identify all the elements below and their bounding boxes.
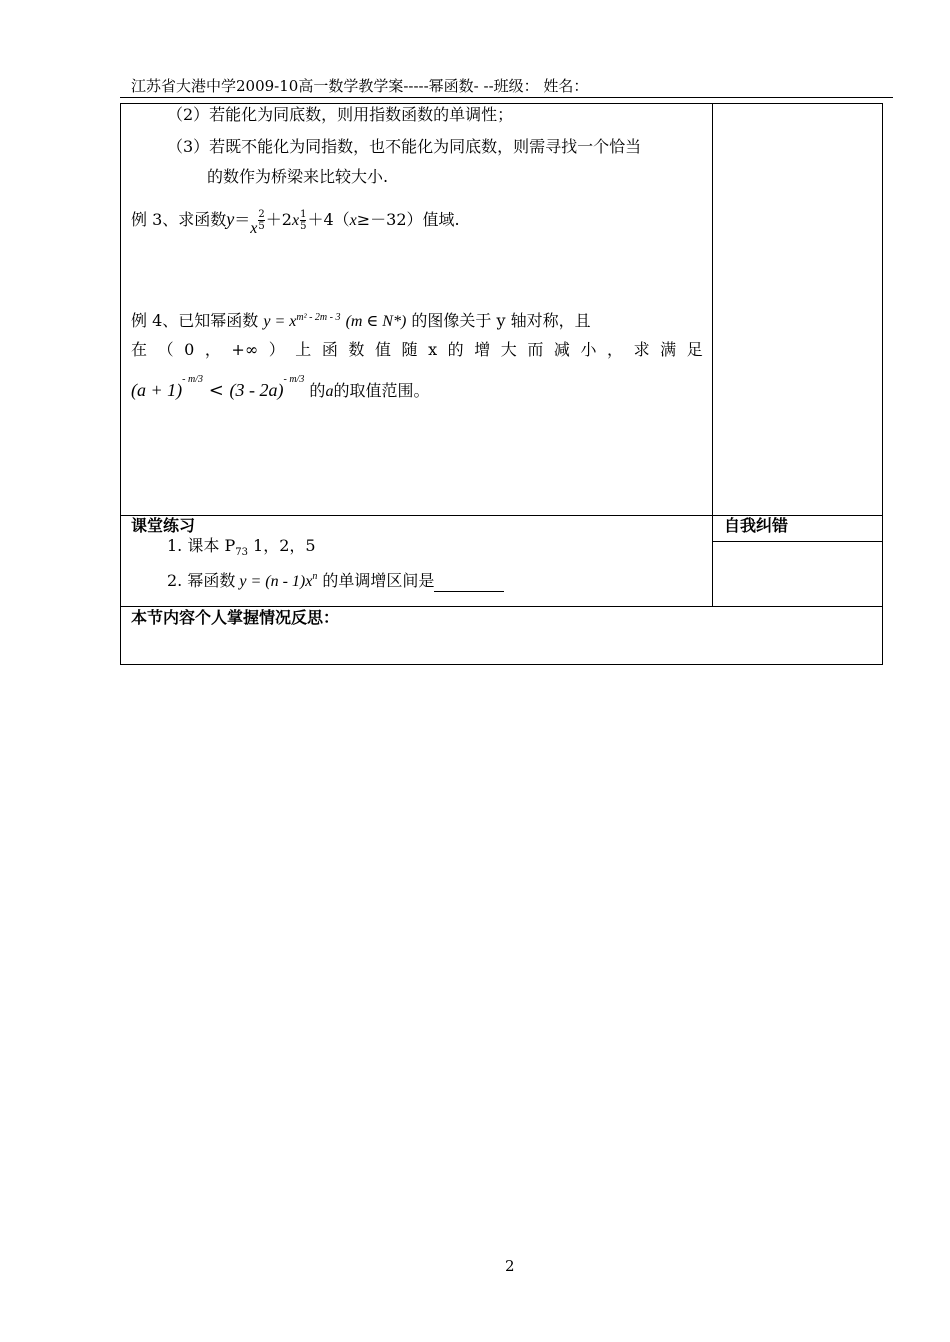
inequality-right-exponent: - m/3: [283, 374, 305, 385]
example-3-x2: x: [291, 212, 300, 229]
method-item-2: （2）若能化为同底数，则用指数函数的单调性；: [167, 105, 514, 124]
reflection-heading: 本节内容个人掌握情况反思：: [131, 608, 340, 627]
example-3-exponent-1: $\frac{2}{5}$: [258, 209, 265, 232]
example-4-formula-condition: (m ∈ N*): [345, 313, 407, 330]
example-4-line-1: [131, 311, 591, 332]
inequality-left-exponent: - m/3: [182, 374, 203, 385]
example-3-cond-x: x: [349, 212, 357, 229]
table-border-top: [120, 103, 883, 104]
header-rule: [120, 97, 893, 98]
page-number: 2: [505, 1257, 515, 1275]
page-header: 江苏省大港中学2009-10高一数学教学案-----幂函数- --班级： 姓名：: [131, 77, 589, 95]
table-border-left: [120, 103, 121, 664]
example-3-plus4: ＋4（: [307, 210, 350, 229]
inequality-operator: <: [202, 380, 230, 401]
answer-blank[interactable]: [434, 575, 504, 592]
practice-heading: 课堂练习: [131, 516, 196, 535]
example-4-line-2: 在 （ 0 ， +∞ ） 上 函 数 值 随 x 的 增 大 而 减 小 ， 求 满 足: [131, 340, 703, 359]
example-4-inequality: [131, 374, 430, 402]
example-3-exponent-2: $\frac{1}{5}$: [300, 209, 307, 232]
table-border-bottom: [120, 664, 883, 665]
inequality-right-base: (3 - 2a): [229, 380, 284, 400]
example-3-prefix: 例 3、求函数: [131, 210, 227, 229]
inequality-tail-pre: 的: [304, 381, 326, 400]
example-4-formula-exponent: m² - 2m - 3: [296, 312, 341, 323]
table-column-divider: [712, 103, 713, 606]
example-4-rest: 的图像关于 y 轴对称，且: [411, 311, 591, 330]
inequality-tail-post: 的取值范围。: [333, 381, 430, 400]
practice-item-2: 2. 幂函数 $y = (n - 1)x^n$ 的单调增区间是: [167, 571, 504, 592]
inequality-tail-var: a: [325, 383, 334, 400]
inequality-left-base: (a + 1): [131, 380, 183, 400]
example-4-prefix: 例 4、已知幂函数: [131, 311, 259, 330]
method-item-3-line-1: （3）若既不能化为同指数，也不能化为同底数，则需寻找一个恰当: [167, 137, 642, 156]
practice-item-2-formula: y = (n - 1)x: [235, 573, 313, 590]
table-row-divider-2: [120, 606, 883, 607]
example-3-condition: ≥－32）值域.: [356, 210, 460, 229]
practice-item-1: 1. 课本 $P_{73}$ 1，2，5: [167, 536, 316, 559]
self-correct-heading-divider: [712, 541, 883, 542]
example-3-x1: x: [250, 220, 258, 237]
method-item-3-line-2: 的数作为桥梁来比较大小.: [207, 167, 389, 186]
table-border-right: [882, 103, 883, 664]
example-3-eq: ＝: [234, 210, 251, 229]
example-3-plus2: ＋2: [265, 210, 292, 229]
example-3-y: y: [226, 209, 235, 229]
example-4-formula-lhs: y = x: [263, 313, 297, 330]
self-correct-heading: 自我纠错: [724, 516, 789, 535]
example-3: [131, 209, 460, 237]
